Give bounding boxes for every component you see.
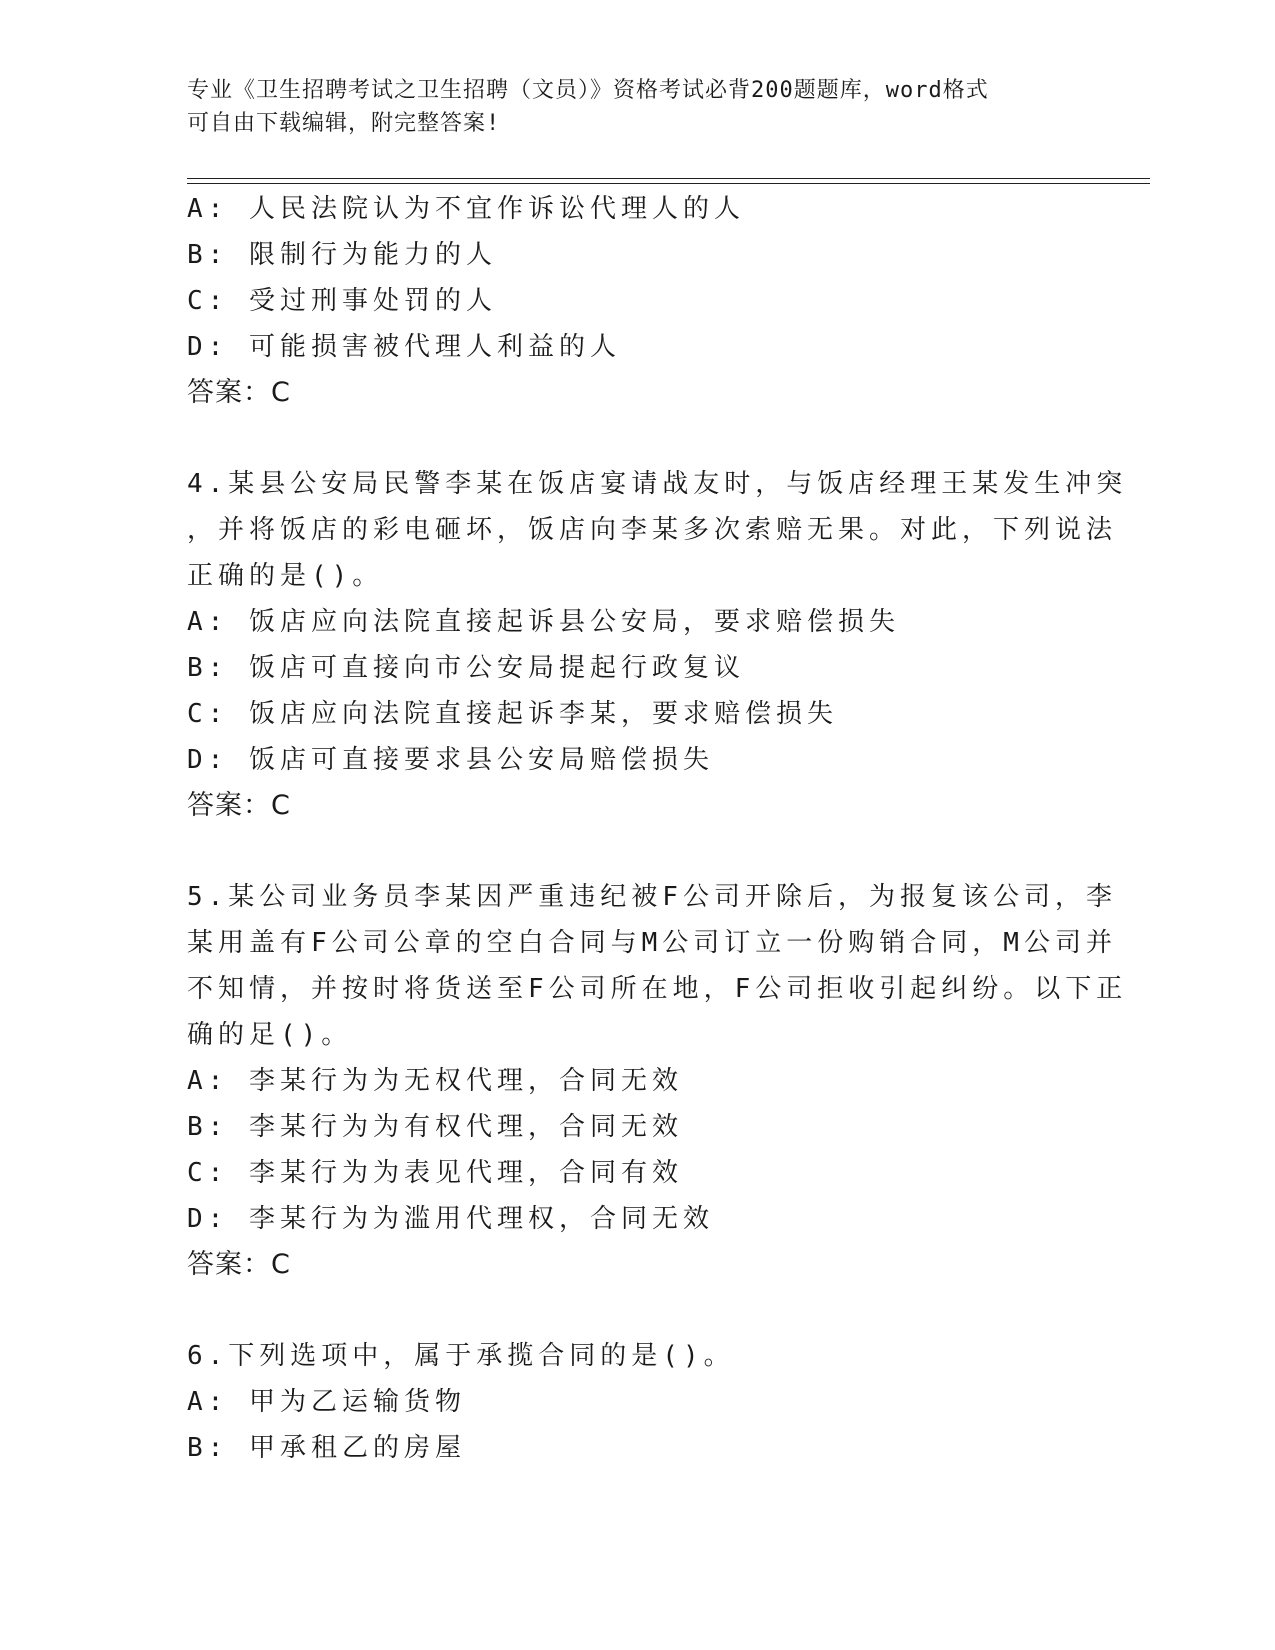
question-text-line: 4.某县公安局民警李某在饭店宴请战友时，与饭店经理王某发生冲突 bbox=[187, 469, 1128, 499]
header-line-1: 专业《卫生招聘考试之卫生招聘（文员）》资格考试必背200题题库，word格式 bbox=[187, 78, 989, 103]
question-block-6 bbox=[187, 1333, 1087, 1471]
question-text-line: 确的足()。 bbox=[187, 1020, 353, 1050]
question-list bbox=[187, 186, 1128, 1471]
option-b: B: 饭店可直接向市公安局提起行政复议 bbox=[187, 653, 745, 683]
option-a: A: 甲为乙运输货物 bbox=[187, 1387, 466, 1417]
option-c: C: 饭店应向法院直接起诉李某，要求赔偿损失 bbox=[187, 699, 838, 729]
option-d: D: 可能损害被代理人利益的人 bbox=[187, 332, 621, 362]
option-b: B: 李某行为为有权代理，合同无效 bbox=[187, 1112, 683, 1142]
answer-line: 答案：C bbox=[187, 790, 291, 821]
question-text-line: 某用盖有F公司公章的空白合同与M公司订立一份购销合同，M公司并 bbox=[187, 928, 1117, 958]
header-divider-top bbox=[187, 178, 1150, 179]
option-d: D: 李某行为为滥用代理权，合同无效 bbox=[187, 1204, 714, 1234]
document-header bbox=[187, 74, 1067, 140]
question-block-5 bbox=[187, 874, 1128, 1288]
option-d: D: 饭店可直接要求县公安局赔偿损失 bbox=[187, 745, 714, 775]
question-text-line: 正确的是()。 bbox=[187, 561, 384, 591]
option-a: A: 李某行为为无权代理，合同无效 bbox=[187, 1066, 683, 1096]
question-text-line: 不知情，并按时将货送至F公司所在地，F公司拒收引起纠纷。以下正 bbox=[187, 974, 1128, 1004]
question-block-3 bbox=[187, 186, 1087, 416]
header-line-2: 可自由下载编辑，附完整答案! bbox=[187, 111, 501, 136]
question-text-line: ，并将饭店的彩电砸坏，饭店向李某多次索赔无果。对此，下列说法 bbox=[187, 515, 1118, 545]
option-b: B: 限制行为能力的人 bbox=[187, 240, 497, 270]
option-c: C: 受过刑事处罚的人 bbox=[187, 286, 497, 316]
question-text-line: 6.下列选项中，属于承揽合同的是()。 bbox=[187, 1341, 735, 1371]
header-divider-bottom bbox=[187, 183, 1150, 184]
question-text-line: 5.某公司业务员李某因严重违纪被F公司开除后，为报复该公司，李 bbox=[187, 882, 1117, 912]
answer-line: 答案：C bbox=[187, 377, 291, 408]
option-a: A: 人民法院认为不宜作诉讼代理人的人 bbox=[187, 194, 745, 224]
option-b: B: 甲承租乙的房屋 bbox=[187, 1433, 466, 1463]
option-a: A: 饭店应向法院直接起诉县公安局，要求赔偿损失 bbox=[187, 607, 900, 637]
question-block-4 bbox=[187, 461, 1128, 829]
answer-line: 答案：C bbox=[187, 1249, 291, 1280]
option-c: C: 李某行为为表见代理，合同有效 bbox=[187, 1158, 683, 1188]
